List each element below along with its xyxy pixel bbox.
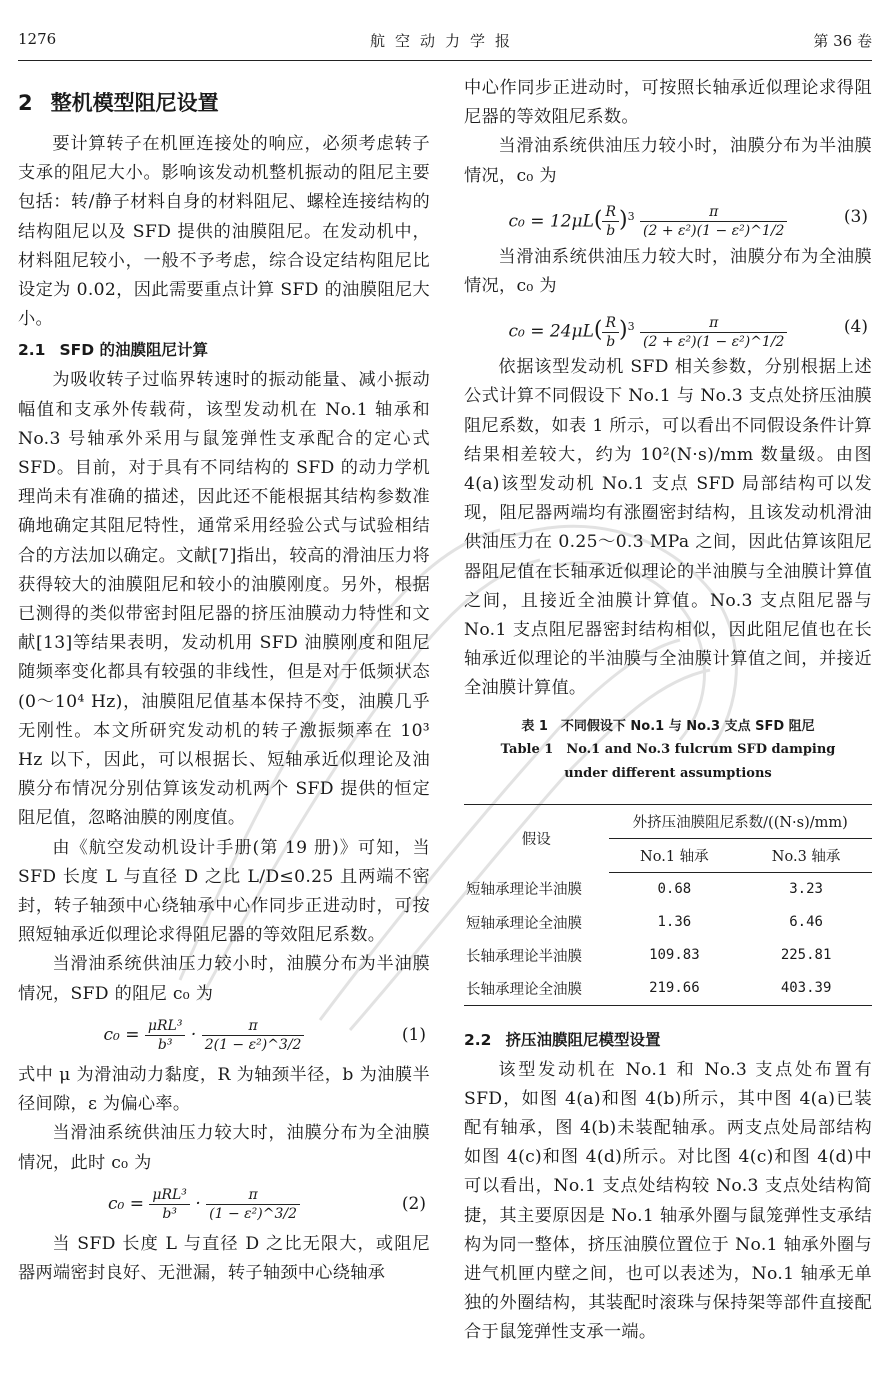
paragraph: 为吸收转子过临界转速时的振动能量、减小振动幅值和支承外传载荷，该型发动机在 No.1 轴承和 No.3 号轴承外采用与鼠笼弹性支承配合的定心式 SFD。目前，对于具有不同结构的 SFD 的动力学机理尚未有准确的描述，因此还不能根据其结构参数准确地确定其阻尼特性，通常采用经验公式与试验相结合的方法加以确定。文献[7]指出，较高的滑油压力将获得较大的油膜阻尼和较小的油膜刚度。另外，根据已测得的类似带密封阻尼器的挤压油膜动力特性和文献[13]等结果表明，发动机用 SFD 油膜刚度和阻尼随频率变化都具有较强的非线性，但是对于低频状态(0～10⁴ Hz)，油膜阻尼值基本保持不变，油膜几乎无刚性。本文所研究发动机的转子激振频率在 10³ Hz 以下，因此，可以根据长、短轴承近似理论及油膜分布情况分别估算该发动机两个 SFD 提供的恒定阻尼值，忽略油膜的刚度值。	[18, 370, 430, 829]
equation-lhs: c₀ =	[107, 1193, 144, 1214]
paragraph: 依据该型发动机 SFD 相关参数，分别根据上述公式计算不同假设下 No.1 与 No.3 支点处挤压油膜阻尼系数，如表 1 所示，可以看出不同假设条件计算结果相差较大，约为 10²(N·s)/mm 数量级。由图 4(a)该型发动机 No.1 支点 SFD 局部结构可以发现，阻尼器两端均有涨圈密封结构，且该发动机滑油供油压力在 0.25～0.3 MPa 之间，因此估算该阻尼器阻尼值在长轴承近似理论的半油膜与全油膜计算值之间，且接近全油膜计算值。No.3 支点阻尼器与 No.1 支点阻尼器密封结构相似，因此阻尼值也在长轴承近似理论的半油膜与全油膜计算值之间，并接近全油膜计算值。	[464, 357, 872, 699]
numerator: π	[640, 203, 787, 222]
exponent: 3	[627, 209, 635, 223]
journal-title: 航空动力学报	[369, 32, 520, 50]
numerator: R	[602, 314, 619, 333]
paragraph: 由《航空发动机设计手册(第 19 册)》可知，当 SFD 长度 L 与直径 D 之比 L/D≤0.25 且两端不密封，转子轴颈中心绕轴承中心作同步正进动时，可按照短轴承近似理论求得阻尼器的等效阻尼系数。	[18, 837, 430, 946]
cell-no3: 225.81	[780, 947, 832, 964]
cell-no1: 109.83	[649, 947, 700, 964]
left-column	[18, 74, 430, 1288]
equation-number: (4)	[843, 317, 868, 338]
paragraph: 式中 μ 为滑油动力黏度，R 为轴颈半径，b 为油膜半径间隙，ε 为偏心率。	[18, 1064, 430, 1115]
subsection-title: 挤压油膜阻尼模型设置	[505, 1030, 661, 1049]
numerator: μRL³	[149, 1186, 190, 1205]
row-label: 长轴承理论半油膜	[466, 948, 582, 965]
equation-lhs: c₀ = 24μL	[508, 321, 594, 342]
section-title: 整机模型阻尼设置	[50, 91, 219, 115]
table-row	[464, 972, 872, 1006]
col-header-no1: No.1 轴承	[609, 838, 741, 872]
volume-label: 第 36 卷	[813, 32, 872, 50]
paragraph: 中心作同步正进动时，可按照长轴承近似理论求得阻尼器的等效阻尼系数。	[464, 78, 872, 128]
col-header-no3: No.3 轴承	[740, 838, 872, 872]
page-number: 1276	[18, 30, 57, 48]
table-row	[464, 872, 872, 906]
denominator: (2 + ε²)(1 − ε²)^1/2	[643, 333, 785, 350]
running-head	[18, 30, 872, 56]
fraction	[640, 314, 787, 351]
section-heading	[18, 88, 430, 118]
row-label: 短轴承理论全油膜	[466, 915, 582, 932]
numerator: π	[202, 1017, 305, 1036]
paragraph: 当滑油系统供油压力较大时，油膜分布为全油膜情况，c₀ 为	[464, 246, 872, 297]
col-header-group: 外挤压油膜阻尼系数/((N·s)/mm)	[609, 804, 873, 838]
subsection-number: 2.1	[18, 341, 46, 360]
paragraph: 要计算转子在机匣连接处的响应，必须考虑转子支承的阻尼大小。影响该发动机整机振动的阻尼主要包括：转/静子材料自身的材料阻尼、螺栓连接结构的结构阻尼以及 SFD 提供的油膜阻尼。在发动机中，材料阻尼较小，一般不予考虑，综合设定结构阻尼比设定为 0.02，因此需要重点计算 SFD 的油膜阻尼大小。	[18, 134, 430, 330]
cell-no1: 0.68	[657, 881, 692, 898]
fraction	[602, 203, 619, 240]
section-number: 2	[18, 91, 33, 115]
subsection-number: 2.2	[464, 1030, 492, 1049]
paragraph: 当 SFD 长度 L 与直径 D 之比无限大，或阻尼器两端密封良好、无泄漏，转子轴颈中心绕轴承	[18, 1233, 430, 1283]
fraction	[145, 1017, 186, 1054]
right-column	[464, 74, 872, 1348]
dot-operator: ·	[195, 1193, 201, 1214]
numerator: π	[206, 1186, 300, 1205]
cell-no3: 403.39	[740, 972, 872, 1006]
denominator: b³	[162, 1205, 177, 1222]
subsection-heading	[18, 338, 430, 362]
damping-table	[464, 804, 872, 1006]
denominator: b	[606, 223, 616, 240]
row-label: 短轴承理论半油膜	[466, 882, 582, 899]
exponent: 3	[627, 320, 635, 334]
fraction	[602, 314, 619, 351]
numerator: π	[640, 314, 787, 333]
paragraph: 当滑油系统供油压力较小时，油膜分布为半油膜情况，SFD 的阻尼 c₀ 为	[18, 954, 430, 1004]
subsection-heading	[464, 1028, 872, 1052]
equation-number: (3)	[843, 206, 868, 227]
fraction	[202, 1017, 305, 1054]
fraction	[640, 203, 787, 240]
equation-lhs: c₀ = 12μL	[508, 211, 594, 232]
cell-no3: 6.46	[789, 914, 823, 931]
table-caption-cn: 表 1 不同假设下 No.1 与 No.3 支点 SFD 阻尼	[521, 718, 815, 734]
equation-4: c₀ = 24μL( $\frac{R}{b}$ )$^3$ $\frac{\pi}{\text{(2 + ε²)(1 − ε²)\textasciicircum{}1/2}}$ (4)	[464, 305, 872, 349]
col-header-assumption: 假设	[464, 804, 609, 872]
denominator: b³	[157, 1036, 173, 1053]
denominator: 2(1 − ε²)^3/2	[204, 1036, 302, 1053]
numerator: R	[602, 203, 619, 222]
paragraph: 当滑油系统供油压力较小时，油膜分布为半油膜情况，c₀ 为	[464, 136, 872, 186]
denominator: (1 − ε²)^3/2	[209, 1205, 298, 1222]
header-rule	[18, 60, 872, 61]
cell-no1: 219.66	[609, 972, 741, 1006]
dot-operator: ·	[190, 1024, 197, 1045]
equation-2	[18, 1182, 430, 1226]
paragraph: 该型发动机在 No.1 和 No.3 支点处布置有 SFD，如图 4(a)和图 4(b)所示，其中图 4(a)已装配有轴承，图 4(b)未装配轴承。两支点处局部结构如图 4(c)和图 4(d)所示。对比图 4(c)和图 4(d)中可以看出，No.1 支点处结构较 No.3 支点处结构简捷，其主要原因是 No.1 轴承外圈与鼠笼弹性支承结构为同一整体，挤压油膜位置位于 No.1 轴承外圈与进气机匣内壁之间，也可以表述为，No.1 轴承无单独的外圈结构，其装配时滚珠与保持架等部件直接配合于鼠笼弹性支承一端。	[464, 1059, 872, 1343]
cell-no3: 3.23	[789, 881, 823, 898]
equation-lhs: c₀ =	[103, 1024, 140, 1045]
equation-3: c₀ = 12μL( $\frac{R}{b}$ )$^3$ $\frac{\pi}{\text{(2 + ε²)(1 − ε²)\textasciicircum{}1/2}}$ (3)	[464, 195, 872, 239]
denominator: (2 + ε²)(1 − ε²)^1/2	[643, 223, 785, 240]
fraction	[149, 1186, 190, 1223]
table-row	[464, 906, 872, 939]
table-caption-en: Table 1 No.1 and No.3 fulcrum SFD damping under different assumptions	[500, 741, 836, 781]
paragraph: 当滑油系统供油压力较大时，油膜分布为全油膜情况，此时 c₀ 为	[18, 1123, 430, 1173]
fraction	[206, 1186, 300, 1223]
numerator: μRL³	[145, 1017, 186, 1036]
equation-number: (1)	[401, 1024, 426, 1045]
equation-number: (2)	[401, 1193, 426, 1214]
subsection-title: SFD 的油膜阻尼计算	[59, 341, 208, 360]
row-label: 长轴承理论全油膜	[464, 972, 609, 1006]
table-row	[464, 939, 872, 972]
equation-1	[18, 1013, 430, 1057]
cell-no1: 1.36	[657, 914, 692, 931]
denominator: b	[606, 333, 616, 350]
